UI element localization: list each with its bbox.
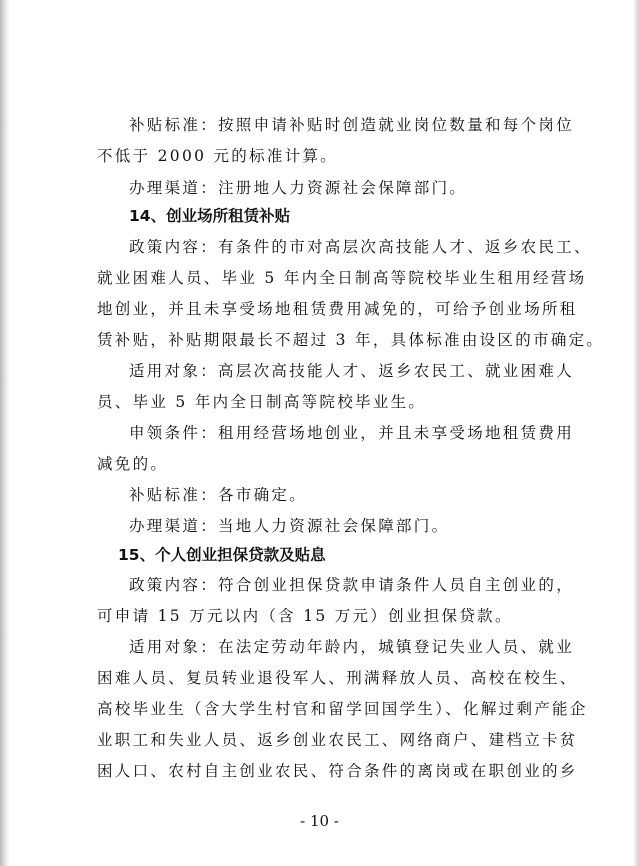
text-line: 补贴标准：各市确定。 bbox=[129, 486, 308, 504]
text-line: 就业困难人员、毕业 5 年内全日制高等院校毕业生租用经营场 bbox=[97, 269, 587, 287]
text-line: 困难人员、复员转业退役军人、刑满释放人员、高校在校生、 bbox=[97, 669, 578, 687]
text-line: 地创业，并且未享受场地租赁费用减免的，可给予创业场所租 bbox=[97, 300, 578, 318]
text-line: 政策内容：有条件的市对高层次高技能人才、返乡农民工、 bbox=[129, 238, 592, 256]
section-heading: 15、个人创业担保贷款及贴息 bbox=[118, 546, 326, 564]
text-line: 政策内容：符合创业担保贷款申请条件人员自主创业的， bbox=[129, 576, 575, 594]
section-heading: 14、创业场所租赁补贴 bbox=[129, 207, 291, 225]
text-line: 适用对象：在法定劳动年龄内，城镇登记失业人员、就业 bbox=[129, 638, 575, 656]
text-line: 申领条件：租用经营场地创业，并且未享受场地租赁费用 bbox=[129, 424, 575, 442]
text-line: 补贴标准：按照申请补贴时创造就业岗位数量和每个岗位 bbox=[129, 116, 575, 134]
text-line: 困人口、农村自主创业农民、符合条件的离岗或在职创业的乡 bbox=[97, 762, 578, 780]
page-edge-shadow bbox=[0, 0, 10, 866]
page-number: - 10 - bbox=[300, 812, 339, 830]
document-page bbox=[22, 0, 622, 866]
text-line: 办理渠道：注册地人力资源社会保障部门。 bbox=[129, 179, 468, 197]
page-edge-shadow-right bbox=[633, 0, 639, 866]
text-line: 减免的。 bbox=[97, 455, 169, 473]
text-line: 业职工和失业人员、返乡创业农民工、网络商户、建档立卡贫 bbox=[97, 731, 578, 749]
text-line: 员、毕业 5 年内全日制高等院校毕业生。 bbox=[97, 393, 427, 411]
text-line: 不低于 2000 元的标准计算。 bbox=[97, 147, 339, 165]
text-line: 可申请 15 万元以内（含 15 万元）创业担保贷款。 bbox=[97, 607, 513, 625]
text-line: 高校毕业生（含大学生村官和留学回国学生）、化解过剩产能企 bbox=[97, 700, 588, 718]
text-line: 赁补贴，补贴期限最长不超过 3 年，具体标准由设区的市确定。 bbox=[97, 331, 605, 349]
text-line: 适用对象：高层次高技能人才、返乡农民工、就业困难人 bbox=[129, 362, 575, 380]
text-line: 办理渠道：当地人力资源社会保障部门。 bbox=[129, 517, 450, 535]
